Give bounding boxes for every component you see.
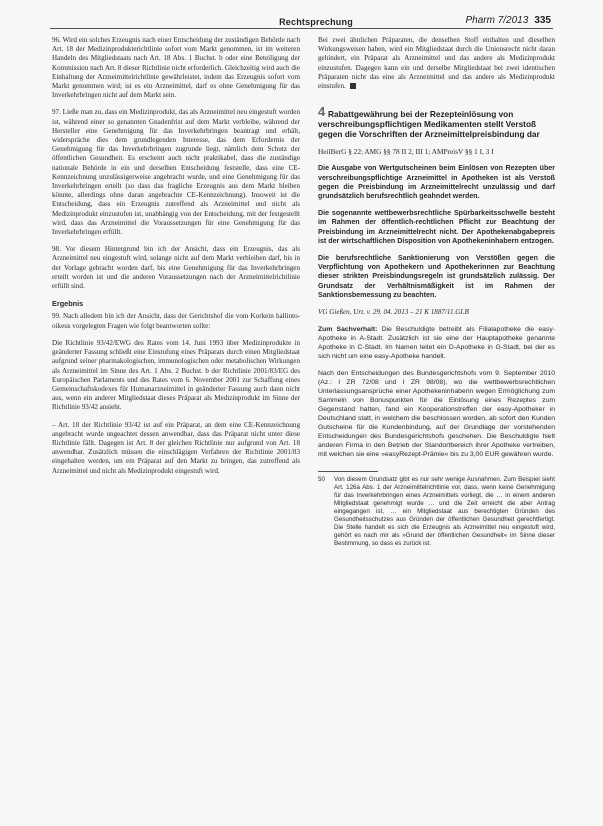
journal-header bbox=[465, 15, 551, 26]
footnote bbox=[318, 476, 555, 548]
paragraph-richtlinie: Die Richtlinie 93/42/EWG des Rates vom 14. Juni 1993 über Medizinprodukte in geänderter Fassung schließt eine Einstufung eines Präparats durch einen Mitgliedstaat aufgrund seiner pharmakologischen, immunologischen oder metabolischen Wirkungen als Arzneimittel im Sinne des Art. 1 Abs. 2 Buchst. b der Richtlinie 2001/83/EG des Europäischen Parlaments und des Rates vom 6. November 2001 zur Schaffung eines Gemeinschaftskodexes für Humanarzneimittel in geänderter Fassung auch dann nicht aus, wenn ein anderer Mitgliedstaat dieses Präparat als Medizinprodukt im Sinne der Richtlinie 93/42 ansieht. bbox=[52, 338, 300, 412]
intro-text: Bei zwei ähnlichen Präparaten, die denselben Stoff enthalten und dieselben Wirkungsweisen haben, wird ein Mitgliedstaat durch die Unionsrecht nicht daran gehindert, ein Präparat als Arzneimittel und das andere als Medizinprodukt einzustufen. Dagegen kann ein und derselbe Mitgliedstaat bei zwei identischen Präparaten nicht das eine als Arzneimittel und das andere als Medizinprodukt einstufen. bbox=[318, 36, 555, 91]
paragraph-96: 96. Wird ein solches Erzeugnis nach einer Entscheidung der zuständigen Behörde nach Art. 18 der Medizinprodukterichtlinie sofort vom Markt genommen, ist im weiteren Handeln des Mitgliedstaats nach Art. 18 Abs. 1 Buchst. b oder eine Beteiligung der Kommission nach Art. 8 dieser Richtlinie nicht erforderlich. Gleichzeitig wird auch die Einhaltung der Arzneimittelrichtlinie gewährleistet, indem das Erzeugnis sofort vom Markt genommen wird; ist es ein Arzneimittel, darf es ohne Genehmigung für das Inverkehrbringen nicht auf dem Markt sein. bbox=[52, 36, 300, 100]
nach-paragraph: Nach den Entscheidungen des Bundesgerichtshofs vom 9. September 2010 (Az.: I ZR 72/08 und I ZR 98/08), wo die wettbewerbsrechtlichen Unterlassungsansprüche einer Apothekeninhaberin wegen Ermöglichung zum Sammeln von Bonuspunkten für die Einlösung eines Rezeptes zum Gegenstand hatten, fand ein Kooperationstreffen der easy-Apotheker in Deutschland statt, in welchem die beschlossen worden, ab sofort den Kunden Gutscheine für die Kundenbindung, auf der Grundlage der vorstehenden Entscheidungen des Bundesgerichtshofs geschehen. Die Beschuldigte hielt anderen Firma in den Betrieb der Standortbereich ihrer Apotheke vertreiben, mit welchen sie eine »easyRezept-Prämie« bis zu 3,00 EUR gewähren wurde. bbox=[318, 370, 555, 459]
footnote-text: Von diesem Grundsatz gibt es nur sehr wenige Ausnahmen. Zum Beispiel sieht Art. 126a Abs. 1 der Arzneimittelrichtlinie vor, dass, wenn keine Genehmigung für das Inverkehrbringen eines Arzneimittels vorliegt, die … in einem anderen Mitgliedstaat genehmigt wurde … und die Zeit erreicht die aber Antrag eingegangen ist, … ein Mitgliedstaat aus berechtigten Gründen des Gesundheitsschutzes aus Gründen der öffentlichen Gesundheit gerechtfertigt. Die Stelle handelt es sich die Erzeugnis als Arzneimittel neu eingestuft wird, gehört es nach mir als »Grund der öffentlichen Gesundheit« im Sinne dieser Bestimmung, so dass es zurück ist. bbox=[334, 476, 555, 548]
paragraph-99: 99. Nach alledem bin ich der Ansicht, dass der Gerichtshof die vom Korkein hallinto-oikeus vorgelegten Fragen wie folgt beantworten sollte: bbox=[52, 312, 300, 330]
article-number: 4 bbox=[318, 104, 326, 120]
headnote-3: Die berufsrechtliche Sanktionierung von Verstößen gegen die Verpflichtung von Apothekern und Apothekerinnen zur Beachtung dieser strikten Preisbindungsregeln ist grundsätzlich zulässig. Der Grundsatz der Verhältnismäßigkeit ist im Rahmen der Sanktionsbemessung zu beachten. bbox=[318, 254, 555, 299]
sachverhalt-label: Zum Sachverhalt: bbox=[318, 326, 378, 334]
sachverhalt-paragraph bbox=[318, 325, 555, 361]
sachverhalt-text: Die Beschuldigte betreibt als Filialapotheke die easy-Apotheke in A-Stadt. Zusätzlich ist sie eine der Hauptapotheke genannte Apotheke in C-Stadt. Im Namen leitet ein D-Apotheke in G-Stadt, bei der es sich nicht um eine easy-Apotheke handelt. bbox=[318, 326, 555, 361]
paragraph-intro bbox=[318, 36, 555, 91]
ergebnis-heading: Ergebnis bbox=[52, 299, 84, 309]
header-rule bbox=[50, 28, 553, 29]
court-citation: VG Gießen, Urt. v. 29. 04. 2013 – 21 K 1887/11.GI.B bbox=[318, 308, 469, 317]
article-block bbox=[318, 104, 555, 140]
end-of-article-icon bbox=[350, 83, 356, 89]
statute-citation: HeilBerG § 22; AMG §§ 78 II 2, III 1; AMPreisV §§ 1 I, 3 I bbox=[318, 147, 494, 157]
page-number: 335 bbox=[534, 15, 551, 26]
journal-issue: Pharm 7/2013 bbox=[465, 15, 529, 26]
footnote-rule bbox=[318, 471, 378, 472]
paragraph-97: 97. Ließe man zu, dass ein Medizinprodukt, das als Arzneimittel neu eingestuft worden ist, während einer so genannten Gnadenfrist auf dem Markt verbleibe, während der Hersteller eine Genehmigung für das Inverkehrbringen beantragt und erhält, widerspräche dies dem grundlegenden Interesse, das dem Erfordernis der Genehmigung für das Inverkehrbringen zugrunde liegt, nämlich dem Schutz der öffentlichen Gesundheit. Es erscheint auch nicht praktikabel, dass die zuständige nationale Behörde in ein und derselben Entscheidung feststelle, dass eine CE-Kennzeichnung unzulässigerweise angebracht wurde, und eine Genehmigung für das Inverkehrbringen erteilt (so dass das fragliche Erzeugnis aus dem Markt bleiben könnte, allerdings ohne daran angebrachte CE-Kennzeichnung). Insoweit ist die Entscheidung, dass ein Erzeugnis zutreffend als Arzneimittel und nicht als Medizinprodukt einzustufen ist, unabhängig von der Entscheidung, mit der festgestellt wird, dass das Arzneimittel die Voraussetzungen für eine Genehmigung für das Inverkehrbringen erfüllt. bbox=[52, 108, 300, 237]
headnote-1: Die Ausgabe von Wertgutscheinen beim Einlösen von Rezepten über verschreibungspflichtige Arzneimittel in Apotheken ist als Verstoß gegen die Preisbindung im Arzneimittelrecht unzulässig und darf grundsätzlich berufsrechtlich geahndet werden. bbox=[318, 164, 555, 201]
headnote-2: Die sogenannte wettbewerbsrechtliche Spürbarkeitsschwelle besteht im Rahmen der öffentlich-rechtlichen Pflicht zur Beachtung der Preisbindung im Arzneimittelrecht nicht. Der Apothekenabgabepreis ist der wirtschaftlichen Disposition von Apothekeninhabern entzogen. bbox=[318, 209, 555, 245]
article-title: Rabattgewährung bei der Rezepteinlösung von verschreibungspflichtigen Medikamenten stellt Verstoß gegen die Vorschriften der Arzneimittelpreisbindung dar bbox=[318, 109, 540, 140]
left-column bbox=[52, 36, 300, 484]
paragraph-98: 98. Vor diesem Hintergrund bin ich der Ansicht, dass ein Erzeugnis, das als Arzneimittel neu eingestuft wird, solange nicht auf dem Markt verbleiben darf, bis in der Vorlage gebracht worden darf, bis eine Genehmigung für das Inverkehrbringen erteilt worden ist und die anderen Voraussetzungen nach der Arzneimittelrichtlinie erfüllt sind. bbox=[52, 245, 300, 291]
footnote-number: 50 bbox=[318, 476, 325, 484]
right-column bbox=[318, 36, 555, 548]
section-title: Rechtsprechung bbox=[279, 17, 353, 27]
paragraph-art18: – Art. 18 der Richtlinie 93/42 ist auf ein Präparat, an dem eine CE-Kennzeichnung angebracht wurde ungeachtet dessen anwendbar, dass das Präparat nicht unter diese Richtlinie fällt. Dagegen ist Art. 8 der gleichen Richtlinie nur aufgrund von Art. 18 anwendbar. Zusätzlich müssen die einschlägigen Verfahren der Richtlinie 2001/83 eingehalten werden, um ein Präparat auf den Markt zu bringen, das zutreffend als Arzneimittel und nicht als Medizinprodukt eingestuft wird. bbox=[52, 420, 300, 475]
